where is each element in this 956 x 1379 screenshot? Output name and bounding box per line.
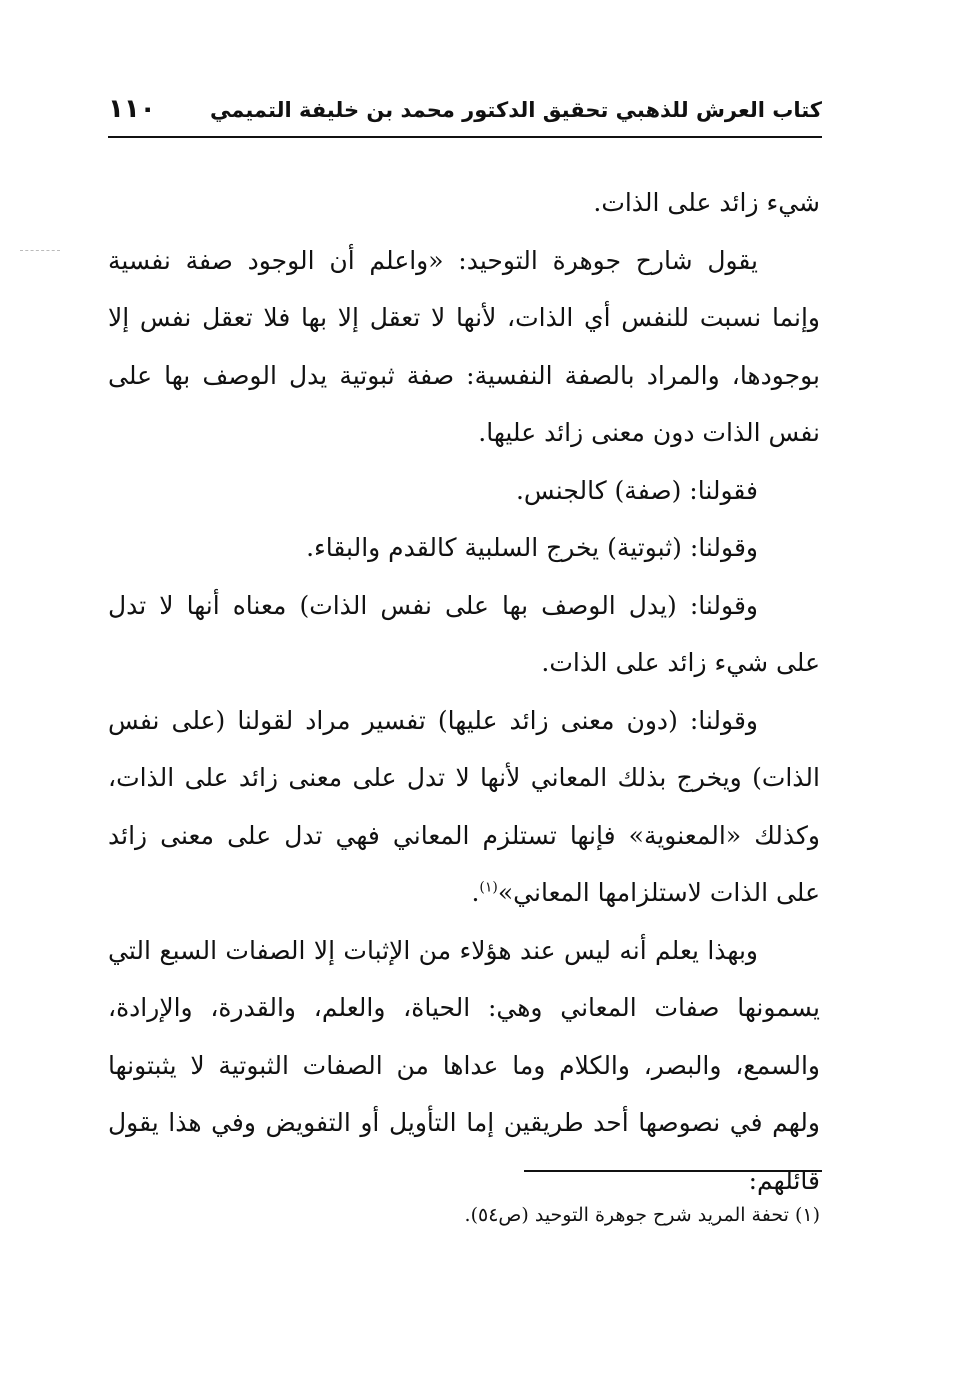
- paragraph-conclusion: وبهذا يعلم أنه ليس عند هؤلاء من الإثبات إلا الصفات السبع التي يسمونها صفات المعاني وهي: الحياة، والعلم، والقدرة، والإرادة، والسمع، والبصر، والكلام وما عداها من الصفات الثبوتية لا يثبتونها ولهم في نصوصها أحد طريقين إما التأويل أو التفويض وفي هذا يقول قائلهم:: [108, 935, 820, 1195]
- paragraph-sifa: فقولنا: (صفة) كالجنس.: [515, 475, 758, 505]
- paragraph-dun-maana-text: وقولنا: (دون معنى زائد عليها) تفسير مراد لقولنا (على نفس الذات) ويخرج بذلك المعاني لأنها لا تدل على معنى زائد على الذات، وكذلك «المعنوية» فإنها تستلزم المعاني فهي تدل على معنى زائد على الذات لاستلزامها المعاني»: [108, 705, 820, 907]
- main-text: [108, 174, 820, 1209]
- page-number: ١١٠: [108, 94, 156, 124]
- paragraph-yadull: وقولنا: (يدل الوصف بها على نفس الذات) معناه أنها لا تدل على شيء زائد على الذات.: [108, 590, 820, 677]
- footnote-reference[interactable]: (١): [479, 879, 498, 896]
- footnote-divider: [524, 1170, 822, 1172]
- paragraph-thubutiya: وقولنا: (ثبوتية) يخرج السلبية كالقدم والبقاء.: [306, 533, 758, 562]
- paragraph-quote-intro: يقول شارح جوهرة التوحيد: «واعلم أن الوجود صفة نفسية وإنما نسبت للنفس أي الذات، لأنها لا تعقل إلا بها فلا تعقل نفس إلا بوجودها، والمراد بالصفة النفسية: صفة ثبوتية يدل الوصف بها على نفس الذات دون معنى زائد عليها.: [108, 245, 820, 447]
- running-header-title: كتاب العرش للذهبي تحقيق الدكتور محمد بن خليفة التميمي: [210, 98, 822, 122]
- footnote: (١) تحفة المريد شرح جوهرة التوحيد (ص٥٤).: [464, 1204, 820, 1226]
- paragraph-continuation: شيء زائد على الذات.: [593, 188, 820, 217]
- scan-artifact: [20, 250, 60, 251]
- header-divider: [108, 136, 822, 138]
- running-header: [108, 92, 822, 134]
- paragraph-dun-maana: [108, 692, 820, 922]
- paragraph-dun-maana-end: .: [471, 878, 480, 907]
